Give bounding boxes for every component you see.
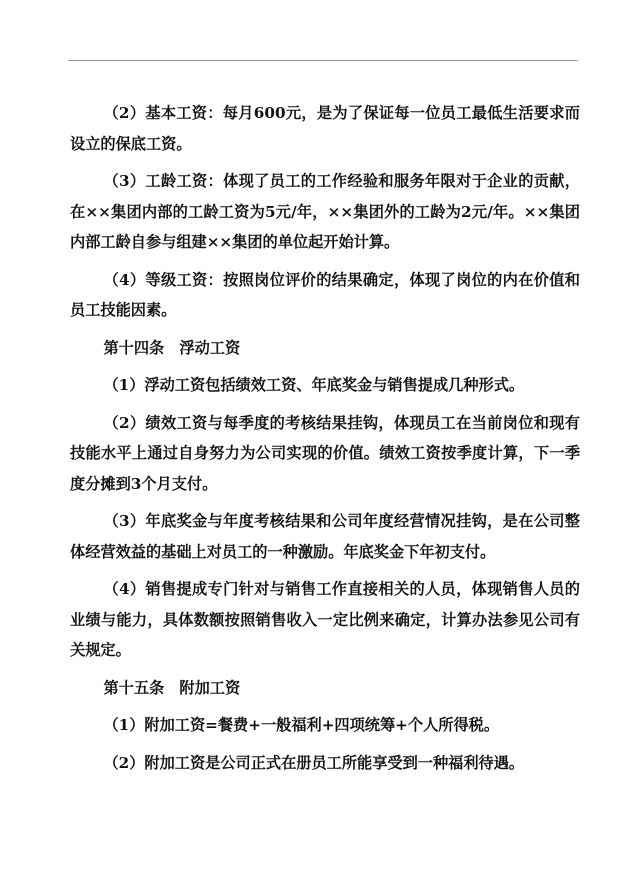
document-body (70, 98, 580, 785)
paragraph-year-end-bonus: （3）年底奖金与年度考核结果和公司年度经营情况挂钩，是在公司整体经营效益的基础上对员工的一种激励。年底奖金下年初支付。 (70, 512, 580, 561)
paragraph-additional-wage-benefit: （2）附加工资是公司正式在册员工所能享受到一种福利待遇。 (103, 753, 525, 772)
heading-article-14: 第十四条 浮动工资 (103, 338, 241, 357)
paragraph-seniority-wage: （3）工龄工资：体现了员工的工作经验和服务年限对于企业的贡献，在××集团内部的工龄工资为5元/年，××集团外的工龄为2元/年。××集团内部工龄自参与组建××集团的单位起开始计算。 (70, 172, 580, 251)
paragraph-performance-wage: （2）绩效工资与每季度的考核结果挂钩，体现员工在当前岗位和现有技能水平上通过自身努力为公司实现的价值。绩效工资按季度计算，下一季度分摊到3个月支付。 (70, 413, 580, 493)
paragraph-sales-commission: （4）销售提成专门针对与销售工作直接相关的人员，体现销售人员的业绩与能力，具体数额按照销售收入一定比例来确定，计算办法参见公司有关规定。 (70, 580, 580, 659)
header-rule (68, 60, 578, 61)
paragraph-floating-wage-forms: （1）浮动工资包括绩效工资、年底奖金与销售提成几种形式。 (103, 376, 525, 394)
paragraph-additional-wage-formula: （1）附加工资=餐费+一般福利+四项统筹+个人所得税。 (103, 716, 500, 734)
paragraph-basic-wage: （2）基本工资：每月600元，是为了保证每一位员工最低生活要求而设立的保底工资。 (70, 104, 580, 153)
heading-article-15: 第十五条 附加工资 (103, 678, 241, 697)
paragraph-grade-wage: （4）等级工资：按照岗位评价的结果确定，体现了岗位的内在价值和员工技能因素。 (70, 270, 580, 319)
